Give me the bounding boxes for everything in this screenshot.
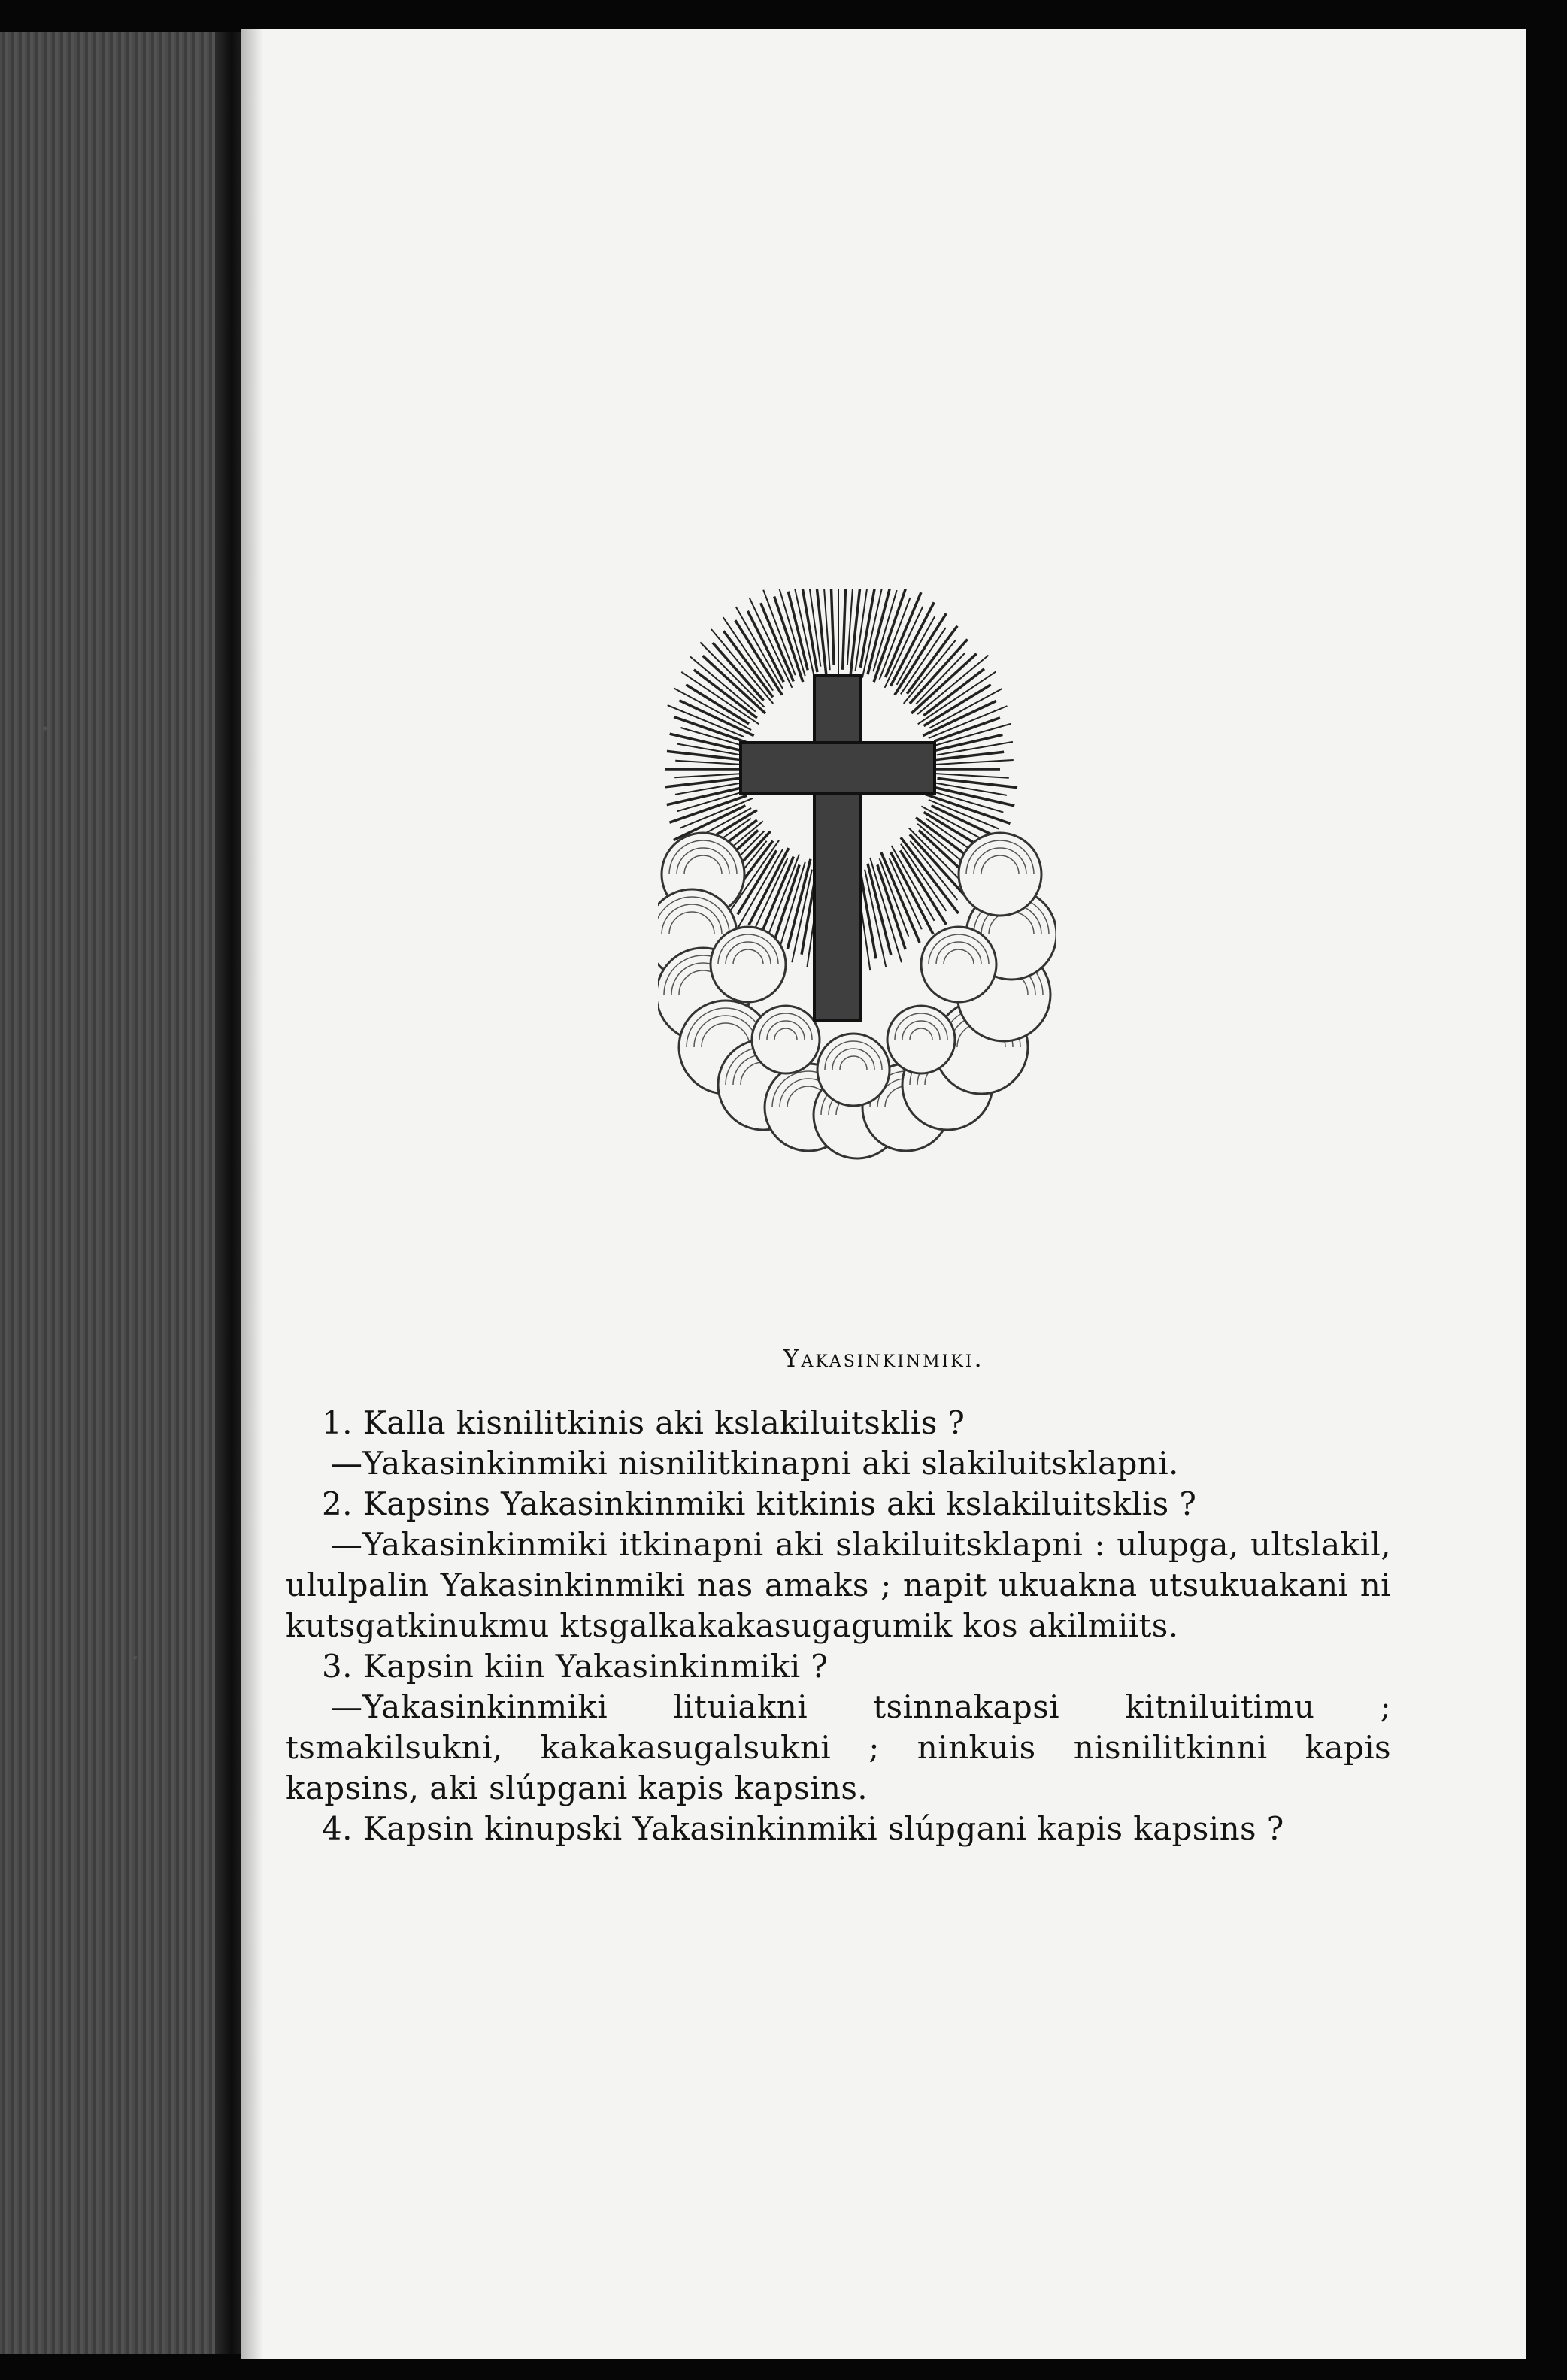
cloud-puff	[817, 1034, 890, 1106]
ray-line	[929, 752, 1005, 760]
cloud-puff	[887, 1006, 955, 1073]
section-heading: Yakasinkinmiki.	[783, 1344, 984, 1373]
ray-line	[675, 761, 739, 765]
cloud-puff	[959, 833, 1041, 916]
cross-in-glory-icon	[658, 589, 1056, 1205]
cloud-puff	[711, 927, 786, 1002]
ray-line	[933, 760, 1014, 765]
ray-line	[668, 705, 744, 737]
question-2: 2. Kapsins Yakasinkinmiki kitkinis aki kslakiluitsklis ?	[322, 1485, 1197, 1522]
question-4: 4. Kapsin kinupski Yakasinkinmiki slúpgani kapis kapsins ?	[322, 1810, 1284, 1847]
ray-line	[674, 774, 748, 778]
book-cover-edge	[0, 32, 226, 2354]
ray-line	[933, 774, 1009, 778]
cloud-puff	[921, 927, 996, 1002]
catechism-text	[286, 1403, 1391, 1849]
question-1: 1. Kalla kisnilitkinis aki kslakiluitsklis ?	[322, 1404, 965, 1441]
book-gutter	[215, 32, 242, 2354]
ray-line	[774, 864, 799, 942]
answer-3: —Yakasinkinmiki lituiakni tsinnakapsi kitniluitimu ; tsmakilsukni, kakakasugalsukni ; ninkuis nisnilitkinni kapis kapsins, aki slúpgani kapis kapsins.	[286, 1688, 1391, 1806]
page-shadow	[241, 29, 263, 2359]
ray-line	[860, 589, 877, 668]
ray-line	[787, 859, 811, 949]
answer-1: —Yakasinkinmiki nisnilitkinapni aki slakiluitsklapni.	[331, 1445, 1179, 1482]
answer-2: —Yakasinkinmiki itkinapni aki slakiluitsklapni : ulupga, ultslakil, ululpalin Yakasinkinmiki nas amaks ; napit ukuakna utsukuakani ni kutsgatkinukmu ktsgalkakakasugagumik kos akilmiits.	[286, 1526, 1391, 1644]
ray-line	[868, 864, 891, 955]
cloud-puff	[752, 1006, 820, 1073]
ray-line	[830, 589, 834, 665]
ray-line	[667, 751, 749, 760]
ray-line	[843, 589, 847, 670]
ray-line	[929, 800, 999, 829]
question-3: 3. Kapsin kiin Yakasinkinmiki ?	[322, 1648, 829, 1685]
book-page	[241, 29, 1526, 2359]
